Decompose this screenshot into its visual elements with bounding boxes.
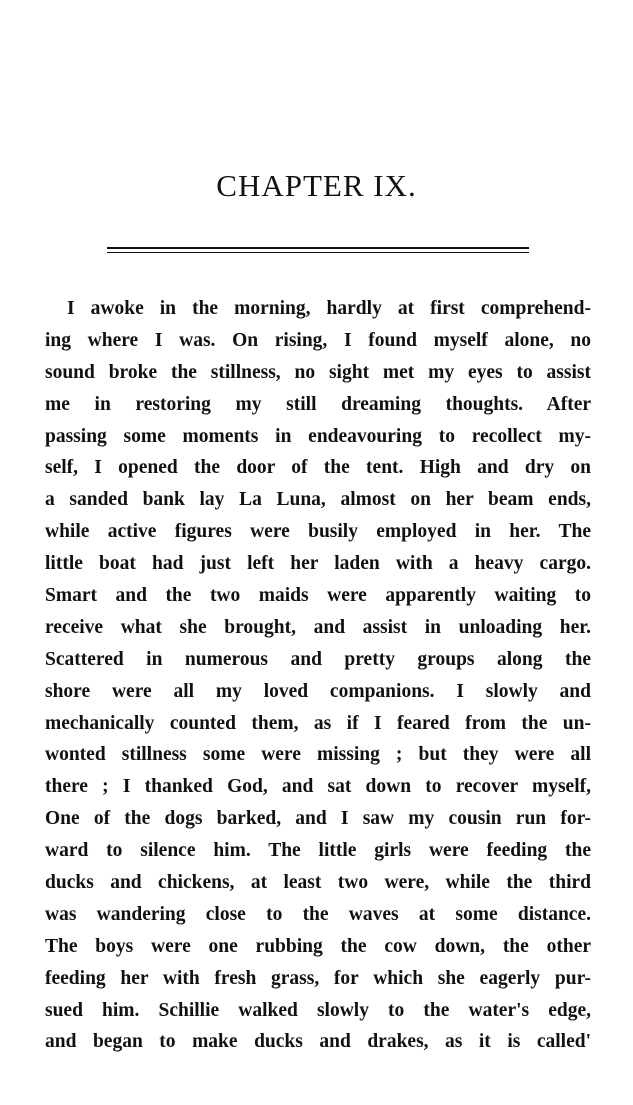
text-line: shore were all my loved companions. I slowly and xyxy=(45,680,591,702)
text-line: mechanically counted them, as if I feared from the un- xyxy=(45,712,591,734)
title-rule-thick xyxy=(107,247,529,249)
text-line: sued him. Schillie walked slowly to the water's edge, xyxy=(45,999,591,1021)
chapter-body-paragraph xyxy=(45,293,591,1058)
text-line: The boys were one rubbing the cow down, the other xyxy=(45,935,591,957)
text-line: while active figures were busily employed in her. The xyxy=(45,521,591,543)
title-rule xyxy=(107,247,529,253)
text-line: feeding her with fresh grass, for which she eagerly pur- xyxy=(45,967,591,989)
text-line: a sanded bank lay La Luna, almost on her beam ends, xyxy=(45,489,591,511)
text-line: wonted stillness some were missing ; but they were all xyxy=(45,744,591,766)
text-line: ward to silence him. The little girls were feeding the xyxy=(45,840,591,862)
text-line: Smart and the two maids were apparently waiting to xyxy=(45,585,591,607)
text-line: sound broke the stillness, no sight met my eyes to assist xyxy=(45,361,591,383)
text-line: passing some moments in endeavouring to recollect my- xyxy=(45,425,591,447)
text-line: ing where I was. On rising, I found myself alone, no xyxy=(45,329,591,351)
text-line: self, I opened the door of the tent. High and dry on xyxy=(45,457,591,479)
chapter-title: CHAPTER IX. xyxy=(216,168,417,203)
text-line: little boat had just left her laden with a heavy cargo. xyxy=(45,553,591,575)
text-line: receive what she brought, and assist in unloading her. xyxy=(45,616,591,638)
title-rule-thin xyxy=(107,252,529,253)
text-line: I awoke in the morning, hardly at first comprehend- xyxy=(67,298,591,319)
text-line: ducks and chickens, at least two were, while the third xyxy=(45,872,591,894)
text-line: was wandering close to the waves at some distance. xyxy=(45,903,591,925)
text-line: there ; I thanked God, and sat down to recover myself, xyxy=(45,776,591,798)
text-line: One of the dogs barked, and I saw my cousin run for- xyxy=(45,808,591,830)
text-line: and began to make ducks and drakes, as it is called' xyxy=(45,1031,591,1053)
text-line: Scattered in numerous and pretty groups along the xyxy=(45,648,591,670)
text-line: me in restoring my still dreaming thoughts. After xyxy=(45,393,591,415)
